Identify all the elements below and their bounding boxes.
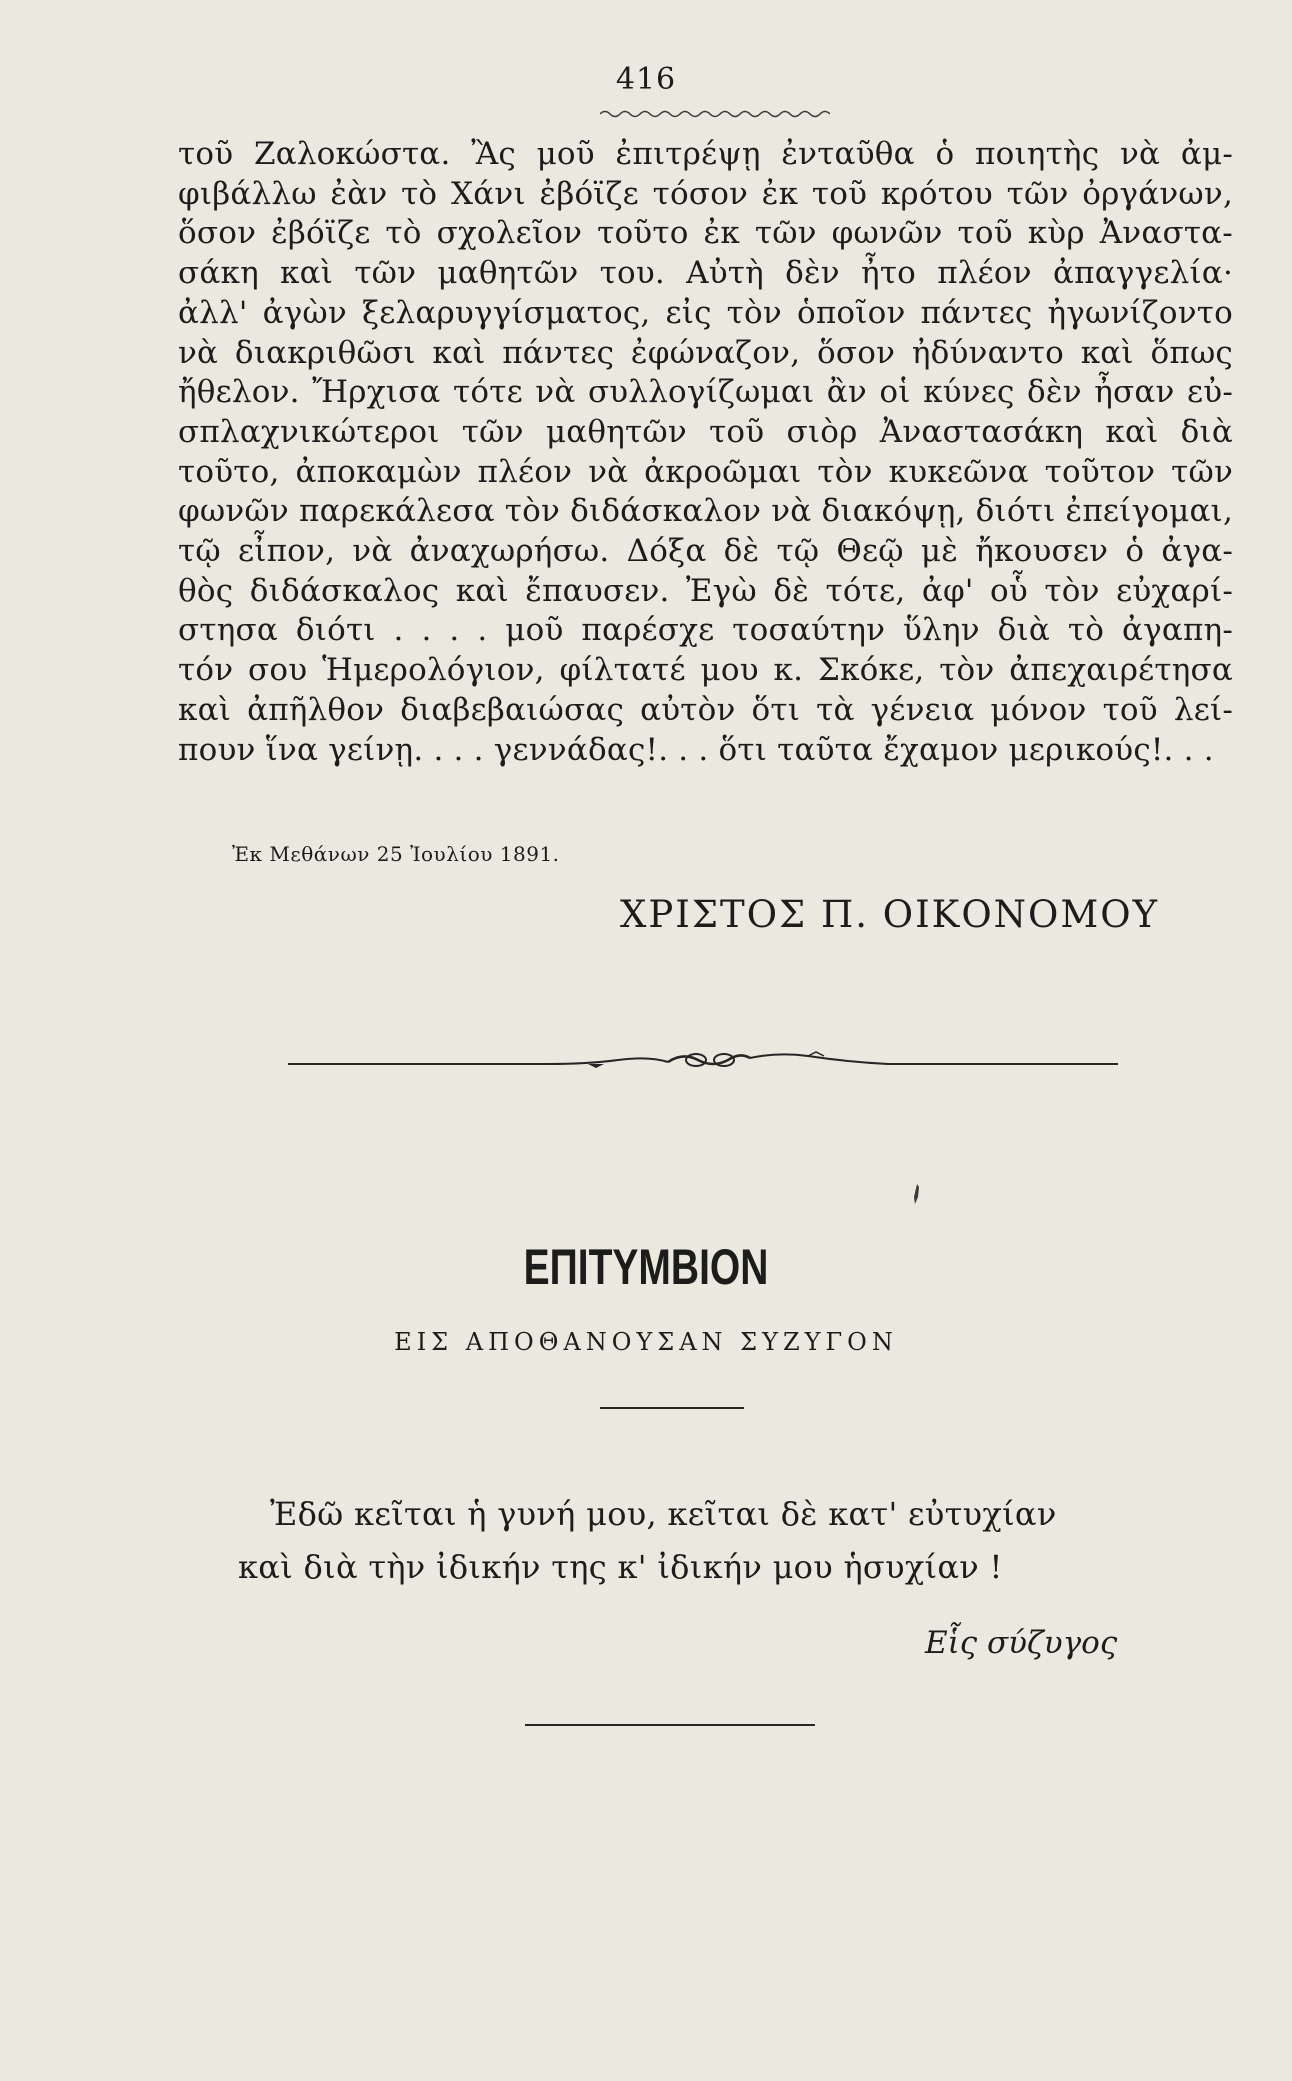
prose-line: νὰ διακριθῶσι καὶ πάντες ἐφώναζον, ὅσον ἠδύναντο καὶ ὅπως bbox=[178, 334, 1233, 371]
end-rule bbox=[525, 1724, 815, 1726]
poem-line: Ἐδῶ κεῖται ἡ γυνή μου, κεῖται δὲ κατ' εὐτυχίαν bbox=[270, 1495, 1057, 1533]
prose-line: ἀλλ' ἀγὼν ξελαρυγγίσματος, εἰς τὸν ὁποῖον πάντες ἠγωνίζοντο bbox=[178, 294, 1233, 331]
prose-line: τῷ εἶπον, νὰ ἀναχωρήσω. Δόξα δὲ τῷ Θεῷ μὲ ἤκουσεν ὁ ἀγα- bbox=[178, 533, 1233, 570]
poem-line: καὶ διὰ τὴν ἰδικήν της κ' ἰδικήν μου ἡσυχίαν ! bbox=[238, 1548, 1003, 1586]
poem-title: ΕΠΙΤΥΜΒΙΟΝ bbox=[523, 1239, 769, 1295]
page-number-underline bbox=[600, 108, 830, 120]
ornamental-divider bbox=[288, 1040, 1118, 1080]
prose-line: τοῦτο, ἀποκαμὼν πλέον νὰ ἀκροῶμαι τὸν κυκεῶνα τοῦτον τῶν bbox=[178, 453, 1233, 490]
title-rule bbox=[600, 1407, 744, 1409]
prose-line: τοῦ Ζαλοκώστα. Ἂς μοῦ ἐπιτρέψῃ ἐνταῦθα ὁ ποιητὴς νὰ ἀμ- bbox=[178, 136, 1233, 172]
prose-line: φιβάλλω ἐὰν τὸ Χάνι ἐβόϊζε τόσον ἐκ τοῦ κρότου τῶν ὀργάνων, bbox=[178, 175, 1233, 212]
prose-line: φωνῶν παρεκάλεσα τὸν διδάσκαλον νὰ διακόψῃ, διότι ἐπείγομαι, bbox=[178, 493, 1233, 530]
dateline: Ἐκ Μεθάνων 25 Ἰουλίου 1891. bbox=[232, 842, 560, 866]
prose-line: σπλαχνικώτεροι τῶν μαθητῶν τοῦ σιὸρ Ἀναστασάκη καὶ διὰ bbox=[178, 413, 1233, 450]
poem-signature: Εἷς σύζυγος bbox=[925, 1625, 1118, 1661]
prose-line: σάκη καὶ τῶν μαθητῶν του. Αὐτὴ δὲν ἦτο πλέον ἀπαγγελία· bbox=[178, 255, 1233, 292]
prose-line: στησα διότι . . . . μοῦ παρέσχε τοσαύτην ὕλην διὰ τὸ ἀγαπη- bbox=[178, 612, 1233, 649]
page-number: 416 bbox=[615, 62, 677, 97]
prose-line: τόν σου Ἡμερολόγιον, φίλτατέ μου κ. Σκόκε, τὸν ἀπεχαιρέτησα bbox=[178, 652, 1233, 689]
prose-line: θὸς διδάσκαλος καὶ ἔπαυσεν. Ἐγὼ δὲ τότε, ἀφ' οὗ τὸν εὐχαρί- bbox=[178, 572, 1233, 609]
prose-line: ὅσον ἐβόϊζε τὸ σχολεῖον τοῦτο ἐκ τῶν φωνῶν τοῦ κὺρ Ἀναστα- bbox=[178, 215, 1233, 252]
prose-line: καὶ ἀπῆλθον διαβεβαιώσας αὐτὸν ὅτι τὰ γένεια μόνον τοῦ λεί- bbox=[178, 691, 1233, 728]
prose-text bbox=[178, 135, 1233, 770]
poem-subtitle: ΕΙΣ ΑΠΟΘΑΝΟΥΣΑΝ ΣΥΖΥΓΟΝ bbox=[394, 1328, 898, 1356]
author-signature: ΧΡΙΣΤΟΣ Π. ΟΙΚΟΝΟΜΟΥ bbox=[620, 893, 1160, 936]
prose-line: ἤθελον. Ἤρχισα τότε νὰ συλλογίζωμαι ἂν οἱ κύνες δὲν ἦσαν εὐ- bbox=[178, 374, 1233, 411]
prose-line: πουν ἵνα γείνῃ. . . . γεννάδας!. . . ὅτι ταῦτα ἔχαμον μερικούς!. . . bbox=[178, 731, 1214, 768]
print-mark bbox=[910, 1183, 922, 1205]
